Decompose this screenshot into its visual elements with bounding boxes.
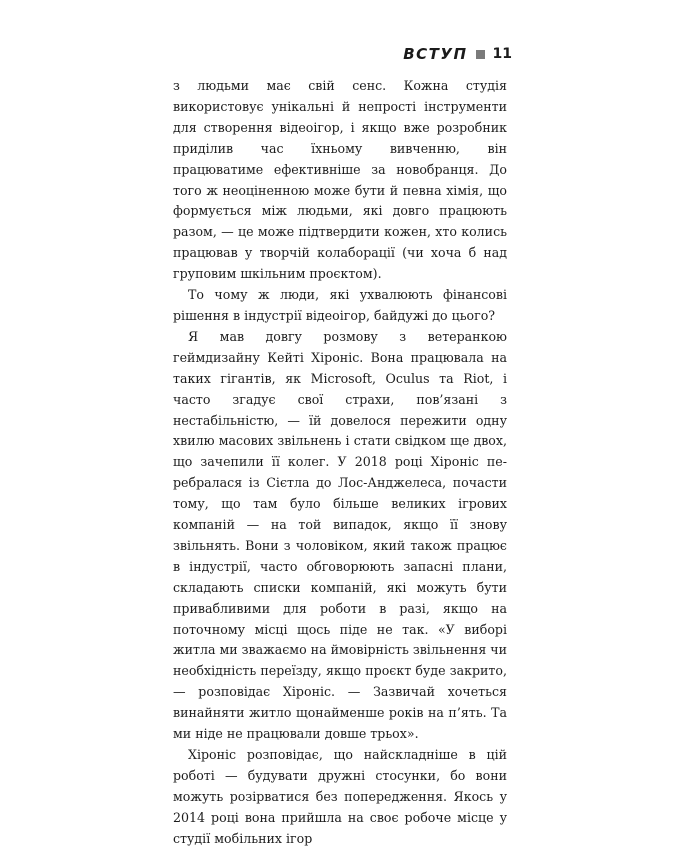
- body-text: [173, 76, 507, 850]
- paragraph: Я мав довгу розмову з ветеранкою геймдизайну Кейті Хіроніс. Вона працювала на таких гігантів, як Microsoft, Oculus та Riot, і часто згадує свої страхи, пов’язані з нестабільністю, — їй довелося пережити одну хвилю масових звільнень і стати свідком ще двох, що зачепили її колег. У 2018 році Хіроніс перебралася із Сієтла до Лос-Анджелеса, почасти тому, що там було більше великих ігрових компаній — на той випадок, якщо її знову звільнять. Вони з чоловіком, який також працює в індустрії, часто обговорюють запасні плани, складають списки компаній, які можуть бути привабливими для роботи в разі, якщо на поточному місці щось піде не так. «У виборі житла ми зважаємо на ймовірність звільнення чи необхідність переїзду, якщо проєкт буде закрито, — розповідає Хіроніс. — Зазвичай хочеться винайняти житло щонайменше років на п’ять. Та ми ніде не працювали довше трьох».: [173, 328, 507, 742]
- page-number: 11: [492, 46, 512, 62]
- square-bullet-icon: [476, 50, 485, 59]
- paragraph: То чому ж люди, які ухвалюють фінансові рішення в індустрії відеоігор, байдужі до цього?: [173, 287, 507, 323]
- running-head: [403, 45, 512, 63]
- paragraph: Хіроніс розповідає, що найскладніше в цій роботі — будувати дружні стосунки, бо вони можуть розірватися без попередження. Якось у 2014 році вона прийшла на своє робоче місце у студії мобільних ігор: [173, 747, 507, 846]
- section-title: ВСТУП: [403, 45, 468, 63]
- paragraph: з людьми має свій сенс. Кожна студія використовує унікальні й непрості інструменти для створення відеоігор, і якщо вже розробник приділив час їхньому вивченню, він працюватиме ефективніше за новобранця. До того ж неоціненною може бути й певна хімія, що формується між людьми, які довго працюють разом, — це може підтвердити кожен, хто колись працював у творчій колаборації (чи хоча б над груповим шкільним проєктом).: [173, 78, 507, 282]
